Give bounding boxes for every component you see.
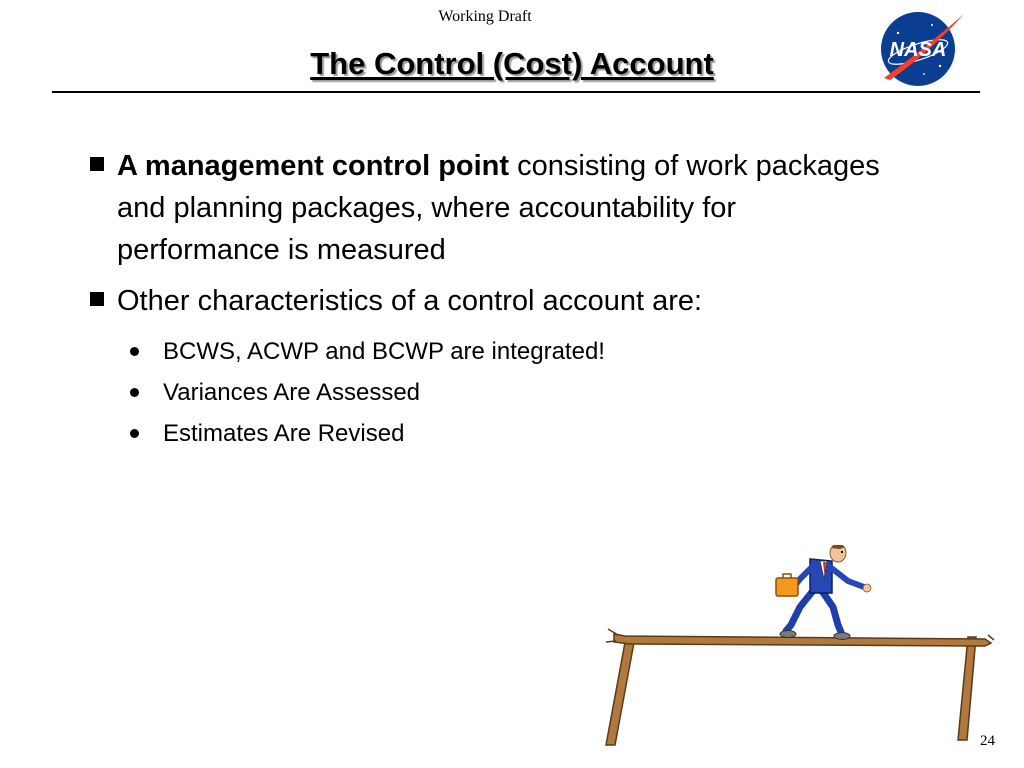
bullet-item bbox=[90, 280, 890, 322]
slide-title: The Control (Cost) Account bbox=[310, 46, 714, 81]
square-bullet-icon bbox=[90, 157, 107, 171]
bullet-body: consisting of work packages and planning packages, where accountability for performance is measured bbox=[117, 150, 880, 266]
round-bullet-icon bbox=[130, 429, 139, 438]
working-draft-label: Working Draft bbox=[438, 8, 532, 25]
round-bullet-icon bbox=[130, 347, 139, 356]
tightrope-walker-clipart bbox=[600, 545, 1000, 750]
bullet-text bbox=[117, 145, 890, 271]
wooden-beam bbox=[614, 634, 991, 646]
bullet-list bbox=[90, 145, 890, 454]
right-post bbox=[958, 637, 976, 740]
front-leg bbox=[822, 591, 841, 632]
logo-text: NASA bbox=[889, 39, 947, 61]
sub-bullet-item bbox=[130, 413, 890, 454]
sub-bullet-text: BCWS, ACWP and BCWP are integrated! bbox=[163, 338, 605, 365]
sub-bullet-text: Estimates Are Revised bbox=[163, 420, 405, 447]
sub-bullet-item bbox=[130, 372, 890, 413]
bullet-text bbox=[117, 280, 702, 322]
bullet-lead: A management control point bbox=[117, 150, 510, 182]
square-bullet-icon bbox=[90, 292, 107, 306]
title-divider bbox=[52, 91, 980, 93]
back-leg bbox=[786, 592, 812, 631]
bullet-item bbox=[90, 145, 890, 271]
round-bullet-icon bbox=[130, 388, 139, 397]
sub-bullet-text: Variances Are Assessed bbox=[163, 379, 421, 406]
front-arm bbox=[830, 567, 864, 587]
left-post bbox=[606, 637, 635, 745]
bullet-body: Other characteristics of a control account are: bbox=[117, 285, 703, 317]
sub-bullet-item bbox=[130, 331, 890, 372]
briefcase-icon bbox=[776, 578, 798, 596]
page-number: 24 bbox=[980, 733, 995, 749]
